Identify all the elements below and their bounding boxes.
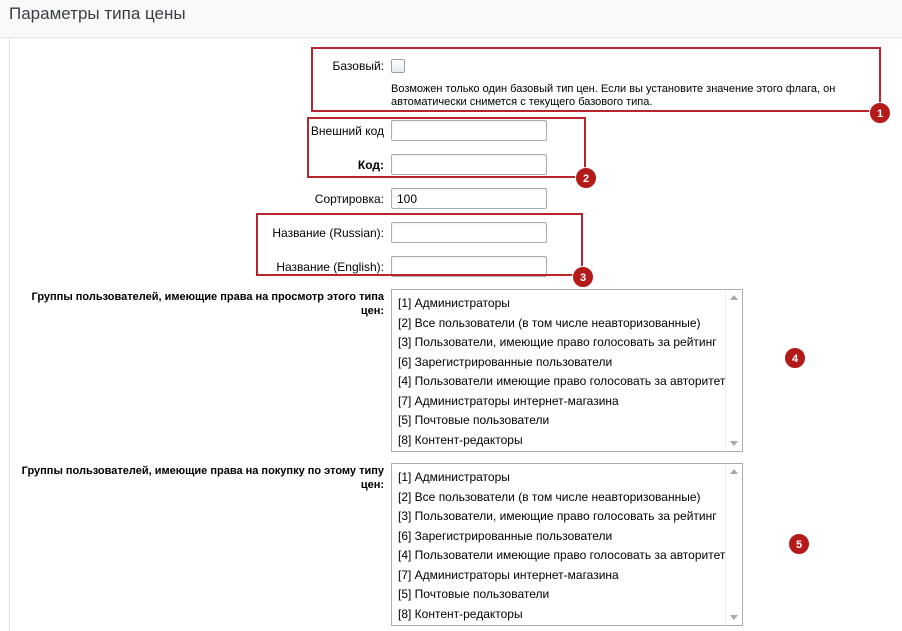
list-item[interactable]: [8] Контент-редакторы bbox=[398, 432, 523, 447]
highlight-box-3 bbox=[256, 213, 583, 276]
view-groups-scrollbar[interactable] bbox=[725, 290, 742, 451]
scroll-down-icon[interactable] bbox=[730, 441, 738, 446]
list-item[interactable]: [4] Пользователи имеющие право голосовать за авторитет bbox=[398, 374, 726, 388]
list-item[interactable]: [1] Администраторы bbox=[398, 296, 510, 310]
name-ru-label: Название (Russian): bbox=[272, 226, 384, 240]
buy-groups-label: Группы пользователей, имеющие права на покупку по этому типу цен: bbox=[21, 465, 384, 491]
scroll-up-icon[interactable] bbox=[730, 469, 738, 474]
list-item[interactable]: [4] Пользователи имеющие право голосовать за авторитет bbox=[398, 548, 726, 562]
page-header bbox=[0, 0, 902, 38]
page-title: Параметры типа цены bbox=[9, 4, 186, 23]
list-item[interactable]: [8] Контент-редакторы bbox=[398, 606, 523, 621]
list-item[interactable]: [5] Почтовые пользователи bbox=[398, 413, 550, 427]
annotation-badge-3: 3 bbox=[572, 266, 594, 288]
list-item[interactable]: [6] Зарегистрированные пользователи bbox=[398, 354, 613, 369]
view-groups-listbox[interactable] bbox=[391, 289, 743, 452]
list-item[interactable]: [2] Все пользователи (в том числе неавторизованные) bbox=[398, 489, 701, 504]
highlight-box-1 bbox=[311, 47, 881, 112]
sort-input[interactable] bbox=[391, 188, 547, 209]
annotation-badge-5: 5 bbox=[788, 533, 810, 555]
base-note: Возможен только один базовый тип цен. Если вы установите значение этого флага, он автоматически снимется с текущего базового типа. bbox=[391, 83, 836, 108]
list-item[interactable]: [2] Все пользователи (в том числе неавторизованные) bbox=[398, 315, 701, 330]
list-item[interactable]: [1] Администраторы bbox=[398, 470, 510, 484]
sort-label: Сортировка: bbox=[314, 192, 384, 206]
list-item[interactable]: [3] Пользователи, имеющие право голосовать за рейтинг bbox=[398, 509, 717, 523]
buy-groups-listbox[interactable] bbox=[391, 463, 743, 626]
view-groups-label: Группы пользователей, имеющие права на просмотр этого типа цен: bbox=[31, 291, 384, 317]
list-item[interactable]: [5] Почтовые пользователи bbox=[398, 587, 550, 601]
name-en-label: Название (English): bbox=[276, 260, 384, 274]
list-item[interactable]: [3] Пользователи, имеющие право голосовать за рейтинг bbox=[398, 335, 717, 349]
annotation-badge-4: 4 bbox=[784, 347, 806, 369]
base-label: Базовый: bbox=[332, 59, 384, 73]
list-item[interactable]: [7] Администраторы интернет-магазина bbox=[398, 393, 619, 408]
scroll-up-icon[interactable] bbox=[730, 295, 738, 300]
list-item[interactable]: [6] Зарегистрированные пользователи bbox=[398, 528, 613, 543]
annotation-badge-2: 2 bbox=[575, 167, 597, 189]
annotation-badge-1: 1 bbox=[869, 102, 891, 124]
highlight-box-2 bbox=[307, 117, 586, 178]
list-item[interactable]: [7] Администраторы интернет-магазина bbox=[398, 567, 619, 582]
code-label: Код: bbox=[357, 158, 384, 172]
buy-groups-scrollbar[interactable] bbox=[725, 464, 742, 625]
external-code-label: Внешний код bbox=[310, 124, 384, 138]
scroll-down-icon[interactable] bbox=[730, 615, 738, 620]
